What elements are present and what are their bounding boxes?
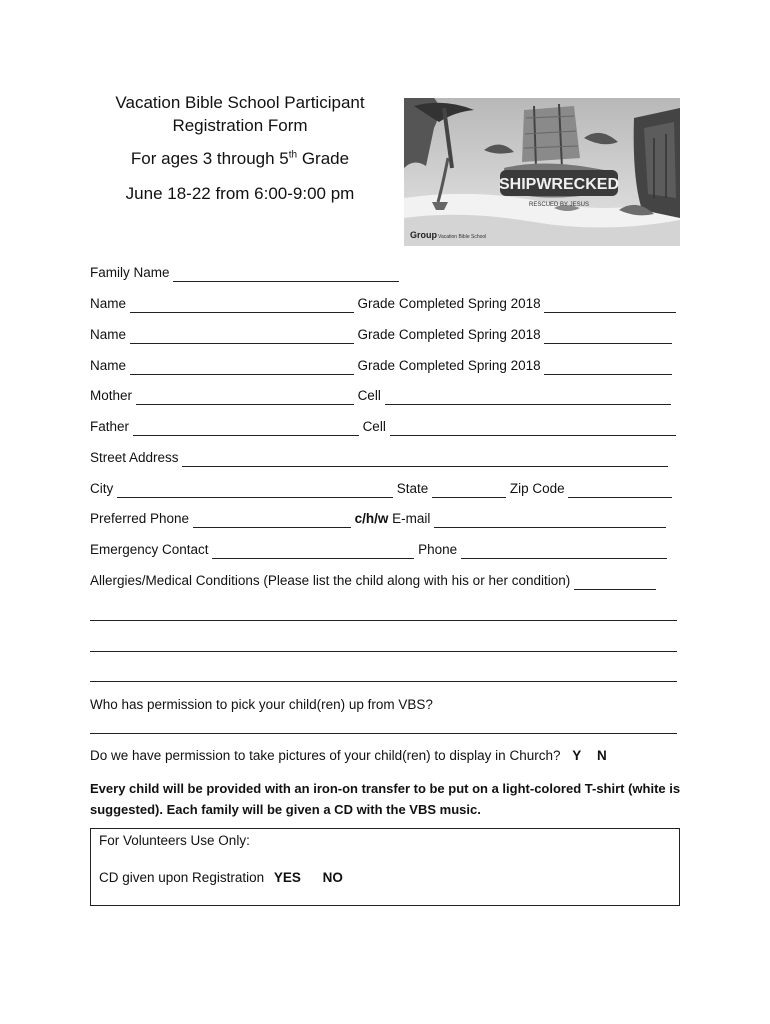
event-dates: June 18-22 from 6:00-9:00 pm — [125, 183, 355, 203]
mother-row — [90, 387, 671, 405]
allergies-line-4[interactable] — [90, 681, 677, 682]
state-label: State — [396, 481, 429, 496]
father-cell-field[interactable] — [390, 421, 676, 436]
form-header — [90, 92, 390, 206]
preferred-phone-field[interactable] — [193, 513, 351, 528]
age-range-sup: th — [288, 149, 298, 161]
child-row-3 — [90, 357, 672, 375]
pickup-label: Who has permission to pick your child(ren) up from VBS? — [90, 697, 433, 712]
chw-label: c/h/w — [354, 511, 389, 526]
mother-label: Mother — [90, 388, 133, 403]
cell-label: Cell — [357, 388, 381, 403]
shipwrecked-banner-image — [404, 98, 680, 246]
cd-label: CD given upon Registration — [99, 870, 265, 885]
emergency-row — [90, 541, 667, 559]
age-range — [90, 148, 390, 171]
zip-field[interactable] — [568, 483, 672, 498]
child-name-field-3[interactable] — [130, 360, 354, 375]
photo-yes-option[interactable]: Y — [572, 748, 582, 763]
child-name-label: Name — [90, 296, 127, 311]
grade-label: Grade Completed Spring 2018 — [357, 358, 541, 373]
zip-label: Zip Code — [509, 481, 565, 496]
grade-field-2[interactable] — [544, 329, 672, 344]
child-row-2 — [90, 326, 672, 344]
pickup-question — [90, 696, 433, 714]
allergies-line-3[interactable] — [90, 651, 677, 652]
city-field[interactable] — [117, 483, 393, 498]
street-field[interactable] — [182, 452, 668, 467]
city-row — [90, 480, 672, 498]
volunteer-box — [90, 828, 680, 906]
child-name-field-2[interactable] — [130, 329, 354, 344]
allergies-label: Allergies/Medical Conditions (Please list the child along with his or her condition) — [90, 573, 571, 588]
photo-permission-row — [90, 747, 607, 765]
street-row — [90, 449, 668, 467]
allergies-row — [90, 572, 656, 590]
photo-no-option[interactable]: N — [597, 748, 607, 763]
publisher-sub: Vacation Bible School — [438, 234, 487, 240]
father-label: Father — [90, 419, 130, 434]
cd-yes-option[interactable]: YES — [273, 870, 301, 885]
mother-cell-field[interactable] — [385, 390, 671, 405]
form-title-line2: Registration Form — [172, 115, 308, 135]
form-title-line1: Vacation Bible School Participant — [115, 93, 365, 112]
child-row-1 — [90, 295, 676, 313]
banner-sub-text: RESCUED BY JESUS — [529, 202, 589, 208]
email-label: E-mail — [392, 511, 431, 526]
emergency-contact-field[interactable] — [212, 544, 414, 559]
allergies-field[interactable] — [574, 575, 656, 590]
city-label: City — [90, 481, 114, 496]
preferred-phone-label: Preferred Phone — [90, 511, 190, 526]
grade-field-3[interactable] — [544, 360, 672, 375]
email-field[interactable] — [434, 513, 666, 528]
child-name-label: Name — [90, 358, 127, 373]
cd-no-option[interactable]: NO — [322, 870, 343, 885]
grade-field-1[interactable] — [544, 298, 676, 313]
child-name-field-1[interactable] — [130, 298, 354, 313]
allergies-line-2[interactable] — [90, 620, 677, 621]
mother-field[interactable] — [136, 390, 354, 405]
street-label: Street Address — [90, 450, 179, 465]
phone-email-row — [90, 510, 666, 528]
child-name-label: Name — [90, 327, 127, 342]
state-field[interactable] — [432, 483, 506, 498]
emergency-phone-field[interactable] — [461, 544, 667, 559]
cd-registration-row — [99, 870, 343, 885]
father-row — [90, 418, 676, 436]
cell-label: Cell — [362, 419, 386, 434]
emergency-contact-label: Emergency Contact — [90, 542, 209, 557]
pickup-line[interactable] — [90, 733, 677, 734]
photo-permission-label: Do we have permission to take pictures of your child(ren) to display in Church? — [90, 748, 561, 763]
volunteer-heading: For Volunteers Use Only: — [99, 833, 250, 848]
age-range-suffix: Grade — [297, 148, 350, 168]
publisher-logo: Group — [410, 230, 437, 240]
family-name-label: Family Name — [90, 265, 170, 280]
father-field[interactable] — [133, 421, 359, 436]
age-range-prefix: For ages 3 through 5 — [130, 148, 289, 168]
phone-label: Phone — [418, 542, 458, 557]
banner-logo-text: SHIPWRECKED — [498, 176, 620, 193]
grade-label: Grade Completed Spring 2018 — [357, 327, 541, 342]
tshirt-cd-notice: Every child will be provided with an iron-on transfer to be put on a light-colored T-shirt (white is suggested). Each family will be given a CD with the VBS music. — [90, 781, 681, 817]
family-name-row — [90, 264, 399, 282]
grade-label: Grade Completed Spring 2018 — [357, 296, 541, 311]
family-name-field[interactable] — [173, 267, 399, 282]
